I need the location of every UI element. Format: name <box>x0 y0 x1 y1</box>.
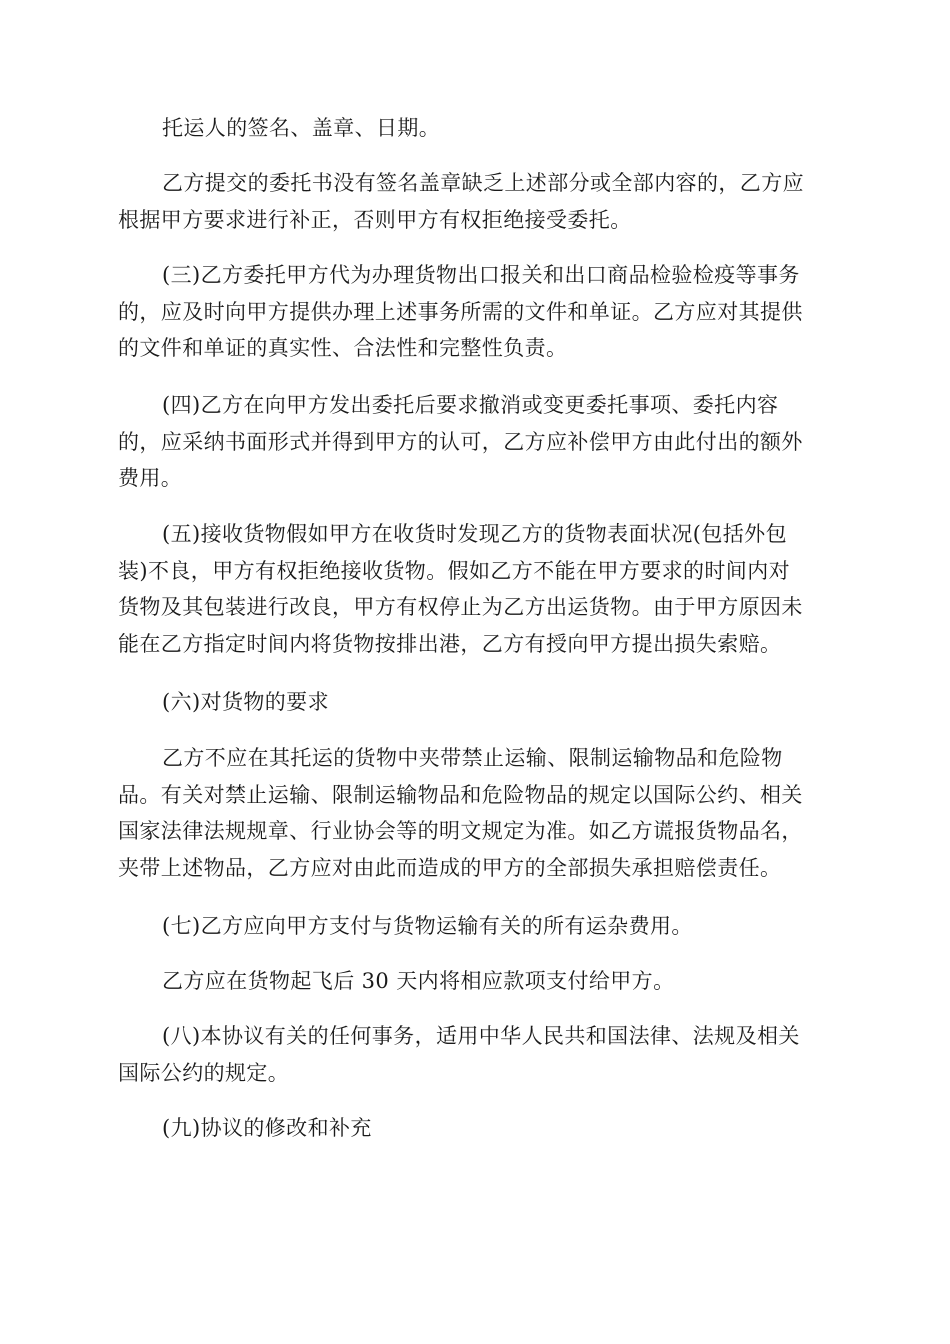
paragraph-clause-8 <box>118 1018 834 1091</box>
text-line: (八)本协议有关的任何事务，适用中华人民共和国法律、法规及相关 <box>162 1024 800 1048</box>
paragraph-clause-3 <box>118 257 834 367</box>
text-line: 的，应及时向甲方提供办理上述事务所需的文件和单证。乙方应对其提供 <box>118 299 803 324</box>
paragraph-prohibited-goods <box>118 740 834 886</box>
text-line: 装)不良，甲方有权拒绝接收货物。假如乙方不能在甲方要求的时间内对 <box>118 558 790 583</box>
text-line: 国际公约的规定。 <box>118 1060 290 1085</box>
text-line: (六)对货物的要求 <box>162 690 329 714</box>
text-line: 费用。 <box>118 466 183 490</box>
text-line: 乙方应在货物起飞后 30 天内将相应款项支付给甲方。 <box>162 969 675 993</box>
paragraph-clause-9 <box>118 1110 834 1147</box>
text-line: 货物及其包装进行改良，甲方有权停止为乙方出运货物。由于甲方原因未 <box>118 595 803 619</box>
text-line: 乙方提交的委托书没有签名盖章缺乏上述部分或全部内容的，乙方应 <box>162 171 804 195</box>
paragraph-clause-4 <box>118 387 834 497</box>
paragraph-signature <box>118 110 834 147</box>
text-line: 能在乙方指定时间内将货物按排出港，乙方有授向甲方提出损失索赔。 <box>118 631 782 656</box>
text-line: (七)乙方应向甲方支付与货物运输有关的所有运杂费用。 <box>162 914 693 938</box>
text-line: (三)乙方委托甲方代为办理货物出口报关和出口商品检验检疫等事务 <box>162 263 800 287</box>
text-line: 乙方不应在其托运的货物中夹带禁止运输、限制运输物品和危险物 <box>162 746 783 770</box>
text-line: 品。有关对禁止运输、限制运输物品和危险物品的规定以国际公约、相关 <box>118 782 803 807</box>
text-line: 托运人的签名、盖章、日期。 <box>162 116 441 140</box>
text-line: (四)乙方在向甲方发出委托后要求撤消或变更委托事项、委托内容 <box>162 393 779 417</box>
text-line: (五)接收货物假如甲方在收货时发现乙方的货物表面状况(包括外包 <box>162 522 787 546</box>
text-line: 国家法律法规规章、行业协会等的明文规定为准。如乙方谎报货物品名， <box>118 819 803 843</box>
paragraph-clause-5 <box>118 516 834 662</box>
paragraph-payment-term <box>118 963 834 1000</box>
text-line: 的，应采纳书面形式并得到甲方的认可，乙方应补偿甲方由此付出的额外 <box>118 429 803 454</box>
text-line: 根据甲方要求进行补正，否则甲方有权拒绝接受委托。 <box>118 207 632 232</box>
text-line: 夹带上述物品，乙方应对由此而造成的甲方的全部损失承担赔偿责任。 <box>118 855 782 880</box>
paragraph-supplement <box>118 165 834 238</box>
text-line: 的文件和单证的真实性、合法性和完整性负责。 <box>118 336 568 360</box>
text-line: (九)协议的修改和补充 <box>162 1116 372 1140</box>
paragraph-clause-7 <box>118 908 834 945</box>
paragraph-clause-6 <box>118 684 834 721</box>
